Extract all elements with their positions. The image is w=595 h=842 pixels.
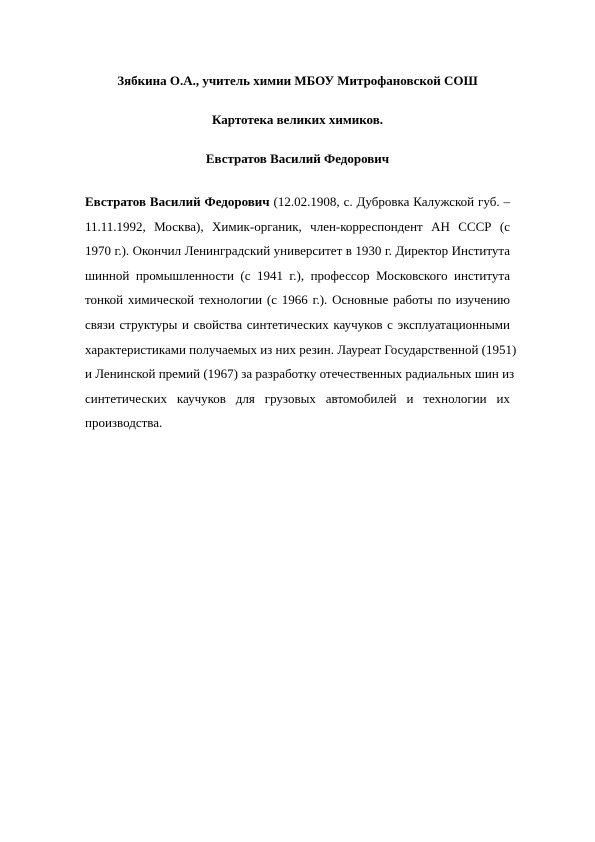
bio-line-10: производства. (85, 415, 163, 431)
bio-line-8: и Ленинской премий (1967) за разработку отечественных радиальных шин из (85, 366, 515, 382)
bio-line-3: 1970 г.). Окончил Ленинградский университет в 1930 г. Директор Института (85, 243, 510, 259)
bio-line-4: шинной промышленности (с 1941 г.), профессор Московского института (85, 267, 510, 283)
bio-line-2: 11.11.1992, Москва), Химик-органик, член-корреспондент АН СССР (с (85, 218, 510, 234)
bio-line-7: характеристиками получаемых из них резин. Лауреат Государственной (1951) (85, 341, 517, 357)
bio-line-1 (85, 190, 510, 215)
bio-line-1-text: (12.02.1908, с. Дубровка Калужской губ. – (269, 194, 510, 209)
bio-lead-name: Евстратов Василий Федорович (85, 194, 270, 209)
author-line: Зябкина О.А., учитель химии МБОУ Митрофановской СОШ (117, 73, 478, 88)
collection-title: Картотека великих химиков. (212, 112, 383, 127)
bio-line-9: синтетических каучуков для грузовых автомобилей и технологии их (85, 390, 510, 406)
bio-line-5: тонкой химической технологии (с 1966 г.). Основные работы по изучению (85, 292, 510, 308)
bio-line-6: связи структуры и свойства синтетических каучуков с эксплуатационными (85, 316, 510, 332)
subject-name-heading: Евстратов Василий Федорович (205, 151, 390, 166)
biography-paragraph (85, 190, 517, 436)
